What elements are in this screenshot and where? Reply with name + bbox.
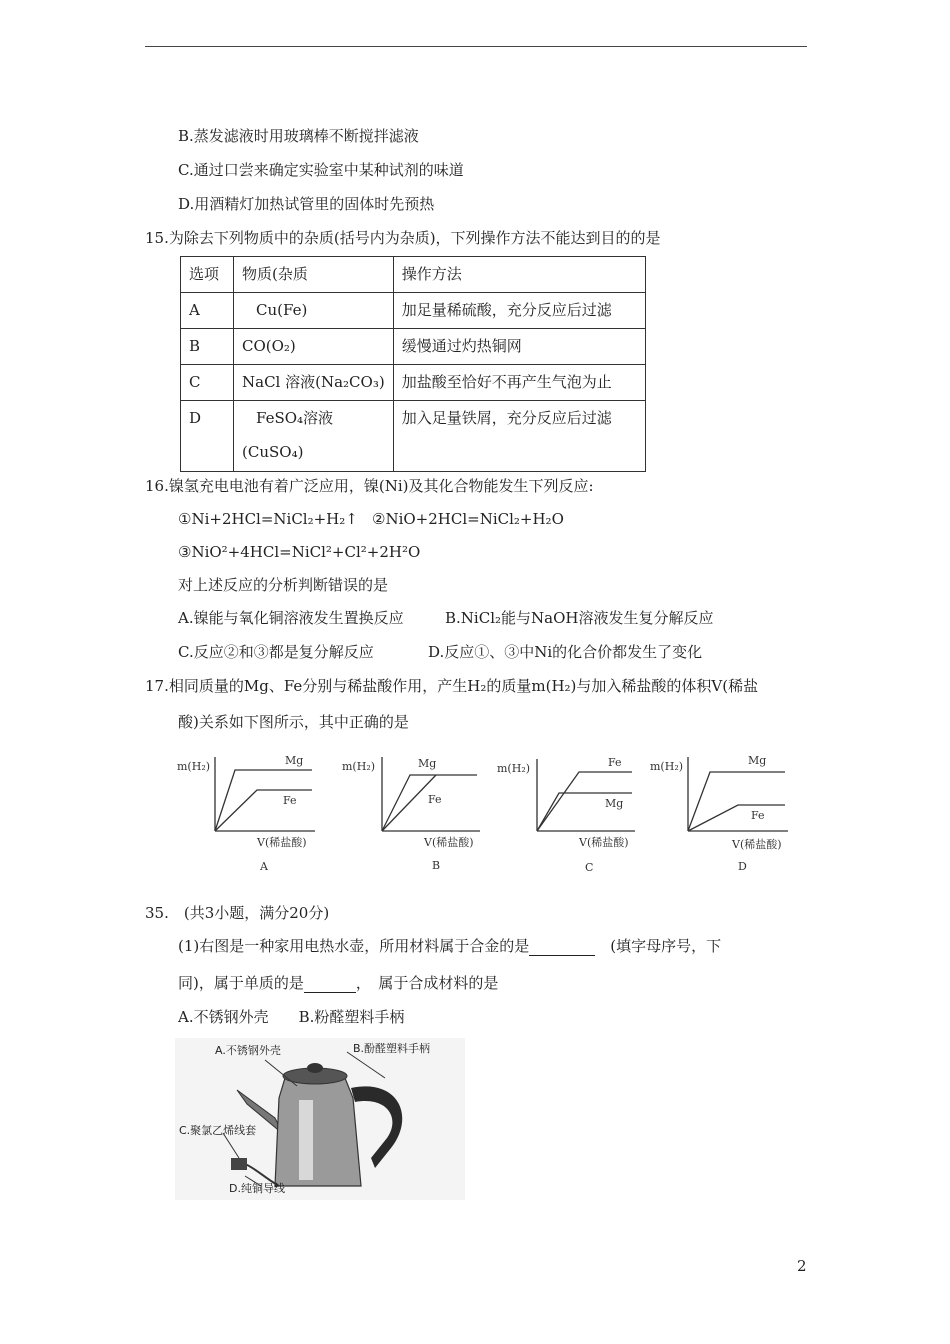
kettle-label-c: C.聚氯乙烯线套 [179, 1124, 257, 1137]
graph-d-svg [648, 745, 793, 875]
question-35-stem: 35. (共3小题，满分20分) [145, 904, 330, 922]
curve-top [688, 772, 785, 831]
graph-label-bottom: Fe [751, 809, 765, 822]
kettle-label-a: A.不锈钢外壳 [215, 1044, 281, 1057]
row-substance-impurity: (CuSO₄) [242, 443, 304, 461]
reaction-2: ②NiO+2HCl=NiCl₂+H₂O [372, 510, 564, 528]
graph-ylabel: m(H₂) [650, 760, 684, 773]
graph-xlabel: V(稀盐酸) [579, 836, 629, 849]
question-15-stem: 15.为除去下列物质中的杂质(括号内为杂质)，下列操作方法不能达到目的的是 [145, 229, 661, 247]
kettle-knob [307, 1063, 323, 1073]
row-substance: NaCl 溶液(Na₂CO₃) [234, 365, 394, 401]
graph-xlabel: V(稀盐酸) [257, 836, 307, 849]
question-16-stem: 16.镍氢充电电池有着广泛应用，镍(Ni)及其化合物能发生下列反应: [145, 477, 594, 495]
row-method: 加足量稀硫酸，充分反应后过滤 [393, 293, 645, 329]
question-35-part2-text-b: ， 属于合成材料的是 [355, 974, 499, 992]
graph-letter: B [432, 859, 441, 872]
option-16d: D.反应①、③中Ni的化合价都发生了变化 [428, 643, 703, 661]
curve-top [215, 770, 312, 831]
graph-label-top: Fe [608, 756, 622, 769]
row-substance: Cu(Fe) [234, 293, 394, 329]
kettle-image [175, 1038, 465, 1200]
reaction-3: ③NiO²+4HCl=NiCl²+Cl²+2H²O [178, 543, 421, 561]
answer-blank-alloy[interactable] [529, 939, 595, 956]
option-16a: A.镍能与氧化铜溶液发生置换反应 [178, 609, 404, 627]
graph-label-top: Mg [748, 754, 767, 767]
row-substance: CO(O₂) [234, 329, 394, 365]
reaction-1: ①Ni+2HCl=NiCl₂+H₂↑ [178, 510, 358, 528]
option-14d: D.用酒精灯加热试管里的固体时先预热 [178, 195, 435, 213]
graph-a [175, 745, 320, 875]
row-substance: FeSO₄溶液 [256, 409, 334, 427]
question-35-choices: A.不锈钢外壳 B.粉醛塑料手柄 [178, 1008, 405, 1026]
option-14b: B.蒸发滤液时用玻璃棒不断搅拌滤液 [178, 127, 419, 145]
graph-label-top: Mg [285, 754, 304, 767]
question-35-part1-text: (1)右图是一种家用电热水壶，所用材料属于合金的是 [178, 937, 530, 955]
graph-ylabel: m(H₂) [342, 760, 376, 773]
table-row [181, 293, 646, 329]
graph-c-svg [495, 745, 640, 875]
graph-ylabel: m(H₂) [177, 760, 211, 773]
question-17-stem-1: 17.相同质量的Mg、Fe分别与稀盐酸作用，产生H₂的质量m(H₂)与加入稀盐酸的体积V(稀盐 [145, 677, 759, 695]
graph-a-svg [175, 745, 320, 875]
kettle-plug [231, 1158, 247, 1170]
header-option: 选项 [181, 257, 234, 293]
curve-bottom [688, 805, 785, 831]
kettle-label-d: D.纯铜导线 [229, 1182, 285, 1195]
graph-c [495, 745, 640, 875]
question-35-part1-note: (填字母序号，下 [610, 937, 722, 955]
question-16-ask: 对上述反应的分析判断错误的是 [178, 576, 389, 594]
row-option: D [181, 401, 234, 472]
table-row [181, 401, 646, 472]
kettle-label-b: B.酚醛塑料手柄 [353, 1042, 431, 1055]
graph-letter: D [738, 860, 747, 873]
row-option: B [181, 329, 234, 365]
question-35-part2 [178, 973, 498, 993]
header-method: 操作方法 [393, 257, 645, 293]
page-number: 2 [797, 1257, 807, 1275]
graph-xlabel: V(稀盐酸) [424, 836, 474, 849]
option-14c: C.通过口尝来确定实验室中某种试剂的味道 [178, 161, 464, 179]
row-method: 加入足量铁屑，充分反应后过滤 [393, 401, 645, 472]
kettle-highlight [299, 1100, 313, 1180]
graph-b [340, 745, 485, 875]
graph-label-bottom: Fe [283, 794, 297, 807]
question-17-stem-2: 酸)关系如下图所示，其中正确的是 [178, 713, 409, 731]
question-35-part2-text: 同)，属于单质的是 [178, 974, 304, 992]
question-35-part1 [178, 936, 721, 956]
graph-label-top: Mg [418, 757, 437, 770]
curve-bottom [215, 790, 312, 831]
row-method: 加盐酸至恰好不再产生气泡为止 [393, 365, 645, 401]
kettle-body [275, 1078, 361, 1186]
graph-xlabel: V(稀盐酸) [732, 838, 782, 851]
table-header-row [181, 257, 646, 293]
header-rule [145, 46, 807, 47]
graph-label-bottom: Mg [605, 797, 624, 810]
option-16c: C.反应②和③都是复分解反应 [178, 643, 374, 661]
row-option: A [181, 293, 234, 329]
option-16b: B.NiCl₂能与NaOH溶液发生复分解反应 [445, 609, 714, 627]
graph-d [648, 745, 793, 875]
graph-label-bottom: Fe [428, 793, 442, 806]
graph-letter: C [585, 861, 594, 874]
row-option: C [181, 365, 234, 401]
header-substance: 物质(杂质 [234, 257, 394, 293]
table-row [181, 329, 646, 365]
table-row [181, 365, 646, 401]
row-substance-cell [234, 401, 394, 472]
kettle-svg [175, 1038, 465, 1200]
row-method: 缓慢通过灼热铜网 [393, 329, 645, 365]
answer-blank-element[interactable] [304, 976, 356, 993]
graph-b-svg [340, 745, 485, 875]
graph-ylabel: m(H₂) [497, 762, 531, 775]
graph-letter: A [260, 860, 268, 873]
question-15-table [180, 256, 646, 472]
